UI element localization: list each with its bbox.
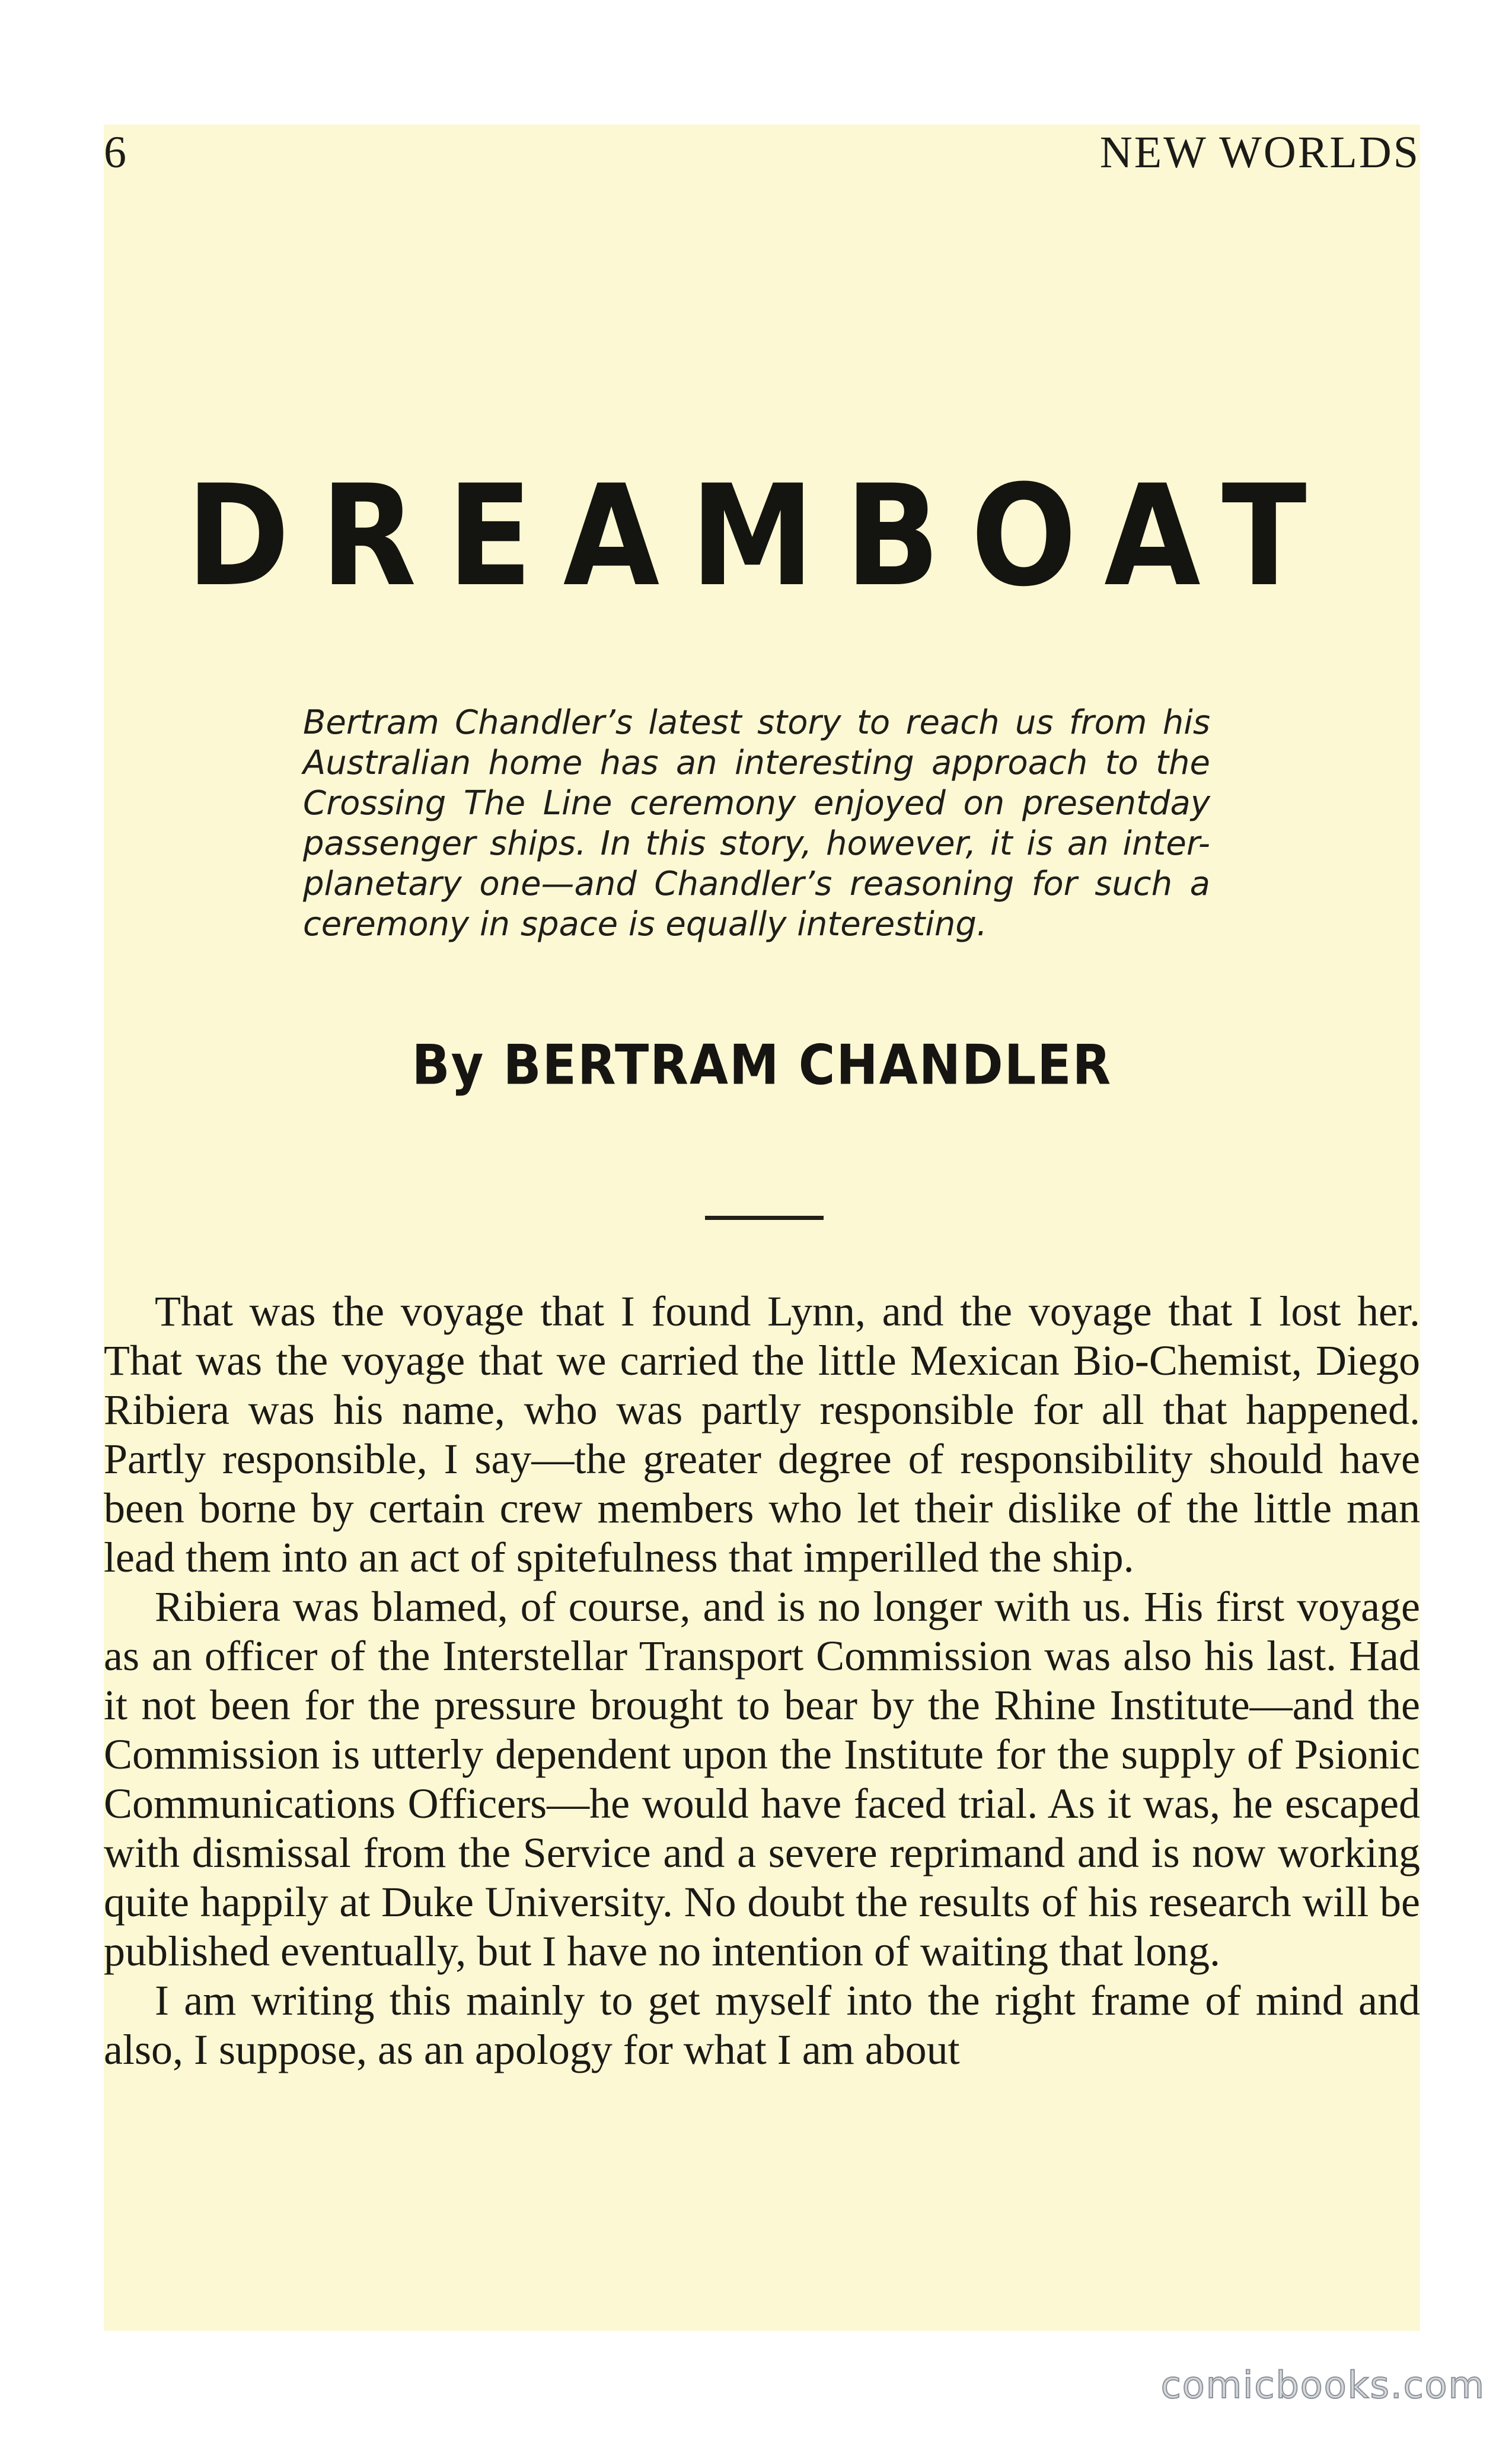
- body-paragraph: That was the voyage that I found Lynn, and the voyage that I lost her. That was the voyage that we carried the little Mexican Bio-Chemist, Diego Ribiera was his name, who was partly responsible for all that happened. Partly responsible, I say—the greater degree of responsibility should have been borne by certain crew members who let their dislike of the little man lead them into an act of spitefulness that imperilled the ship.: [104, 1288, 1420, 1581]
- body-paragraph: I am writing this mainly to get myself into the right frame of mind and also, I suppose, as an apology for what I am about: [104, 1977, 1420, 2073]
- body-paragraph: Ribiera was blamed, of course, and is no longer with us. His first voyage as an officer of the Interstellar Transport Commission was also his last. Had it not been for the pressure brought to bear by the Rhine Institute—and the Commission is utterly dependent upon the Institute for the supply of Psionic Communications Officers—he would have faced trial. As it was, he escaped with dismissal from the Service and a severe reprimand and is now working quite happily at Duke University. No doubt the results of his research will be published eventually, but I have no intention of waiting that long.: [104, 1583, 1420, 1975]
- story-title: DREAMBOAT: [186, 454, 1338, 618]
- byline: By BERTRAM CHANDLER: [412, 1033, 1112, 1097]
- watermark: comicbooks.com: [1160, 2363, 1485, 2407]
- magazine-page: [104, 125, 1420, 2331]
- story-body: [104, 1287, 1420, 2075]
- magazine-name: NEW WORLDS: [1099, 128, 1420, 177]
- section-divider: [705, 1216, 824, 1220]
- story-intro: Bertram Chandler’s latest story to reach us from his Australian home has an interesting approach to the Crossing The Line ceremony enjoyed on presentday passenger ships. In this story, however, it is an inter-planetary one—and Chandler’s reasoning for such a ceremony in space is equally interesting.: [303, 703, 1210, 944]
- page-number: 6: [104, 128, 127, 177]
- running-head: [104, 125, 1420, 181]
